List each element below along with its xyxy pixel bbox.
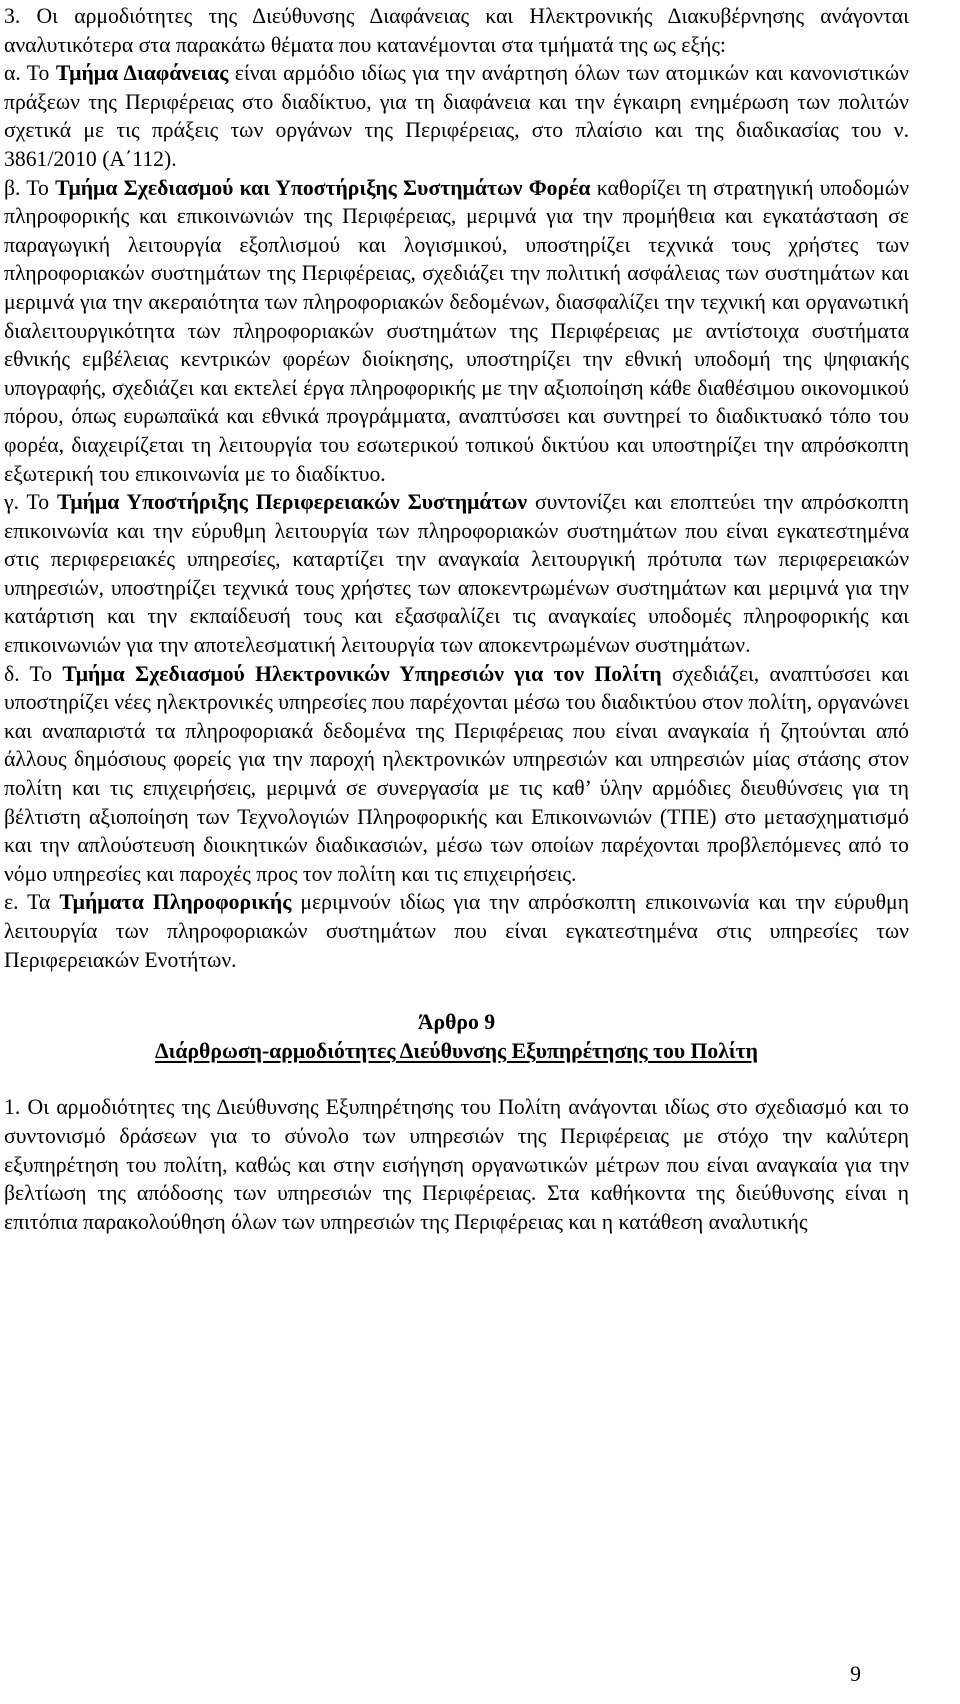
item-a-dept-name: Τμήμα Διαφάνειας [55,61,229,86]
item-e-dept-name: Τμήματα Πληροφορικής [59,890,292,915]
article-number: Άρθρο 9 [417,1010,496,1035]
item-d [4,660,909,889]
item-e-text: μεριμνούν ιδίως για την απρόσκοπτη επικοινωνία και την εύρυθμη λειτουργία των πληροφοριακών συστημάτων που είναι εγκατεστημένα στις υπηρεσίες των Περιφερειακών Ενοτήτων. [4,890,909,972]
article-title-text: Διάρθρωση-αρμοδιότητες Διεύθυνσης Εξυπηρέτησης του Πολίτη [155,1038,758,1063]
item-c-text: συντονίζει και εποπτεύει την απρόσκοπτη επικοινωνία και την εύρυθμη λειτουργία των πληροφοριακών συστημάτων που είναι εγκατεστημένα στις περιφερειακές υπηρεσίες, καταρτίζει την αναγκαία λειτουργική πρότυπα των περιφερειακών υπηρεσιών, υποστηρίζει τεχνικά τους χρήστες των αποκεντρωμένων συστημάτων και μεριμνά για την κατάρτιση και την εκπαίδευσή τους και εξασφαλίζει τις αναγκαίες υποδομές πληροφορικής και επικοινωνιών για την αποτελεσματική λειτουργία των αποκεντρωμένων συστημάτων. [4,490,909,658]
document-page [4,0,909,1704]
page-number: 9 [850,1662,861,1686]
item-c-dept-name: Τμήμα Υποστήριξης Περιφερειακών Συστημάτων [56,490,528,515]
item-a-prefix: α. Το [4,61,56,86]
article-paragraph-1: 1. Οι αρμοδιότητες της Διεύθυνσης Εξυπηρέτησης του Πολίτη ανάγονται ιδίως στο σχεδιασμό και το συντονισμό δράσεων για το σύνολο των υπηρεσιών της Περιφέρειας με στόχο την καλύτερη εξυπηρέτηση του πολίτη, καθώς και στην εισήγηση οργανωτικών μέτρων που είναι αναγκαία για την βελτίωση της απόδοσης των υπηρεσιών της Περιφέρειας. Στα καθήκοντα της διεύθυνσης είναι η επιτόπια παρακολούθηση όλων των υπηρεσιών της Περιφέρειας και η κατάθεση αναλυτικής [4,1095,909,1234]
item-c [4,488,909,660]
item-e [4,888,909,974]
item-b-prefix: β. Το [4,175,56,200]
item-a-text: είναι αρμόδιο ιδίως για την ανάρτηση όλων των ατομικών και κανονιστικών πράξεων της Περιφέρειας στο διαδίκτυο, για τη διαφάνεια και την έγκαιρη ενημέρωση των πολιτών σχετικά με τις πράξεις των οργάνων της Περιφέρειας, στο πλαίσιο και της διαδικασίας του ν. 3861/2010 (Α΄112). [4,61,909,171]
item-d-text: σχεδιάζει, αναπτύσσει και υποστηρίζει νέες ηλεκτρονικές υπηρεσίες που παρέχονται μέσω του διαδικτύου στον πολίτη, οργανώνει και αναπαριστά τα πληροφοριακά δεδομένα της Περιφέρειας που είναι αναγκαία ή ζητούνται από άλλους δημόσιους φορείς για την παροχή ηλεκτρονικών υπηρεσιών και υπηρεσιών μίας στάσης στον πολίτη και τις επιχειρήσεις, μεριμνά σε συνεργασία με τις καθ’ ύλην αρμόδιες διευθύνσεις για τη βέλτιστη αξιοποίηση των Τεχνολογιών Πληροφορικής και Επικοινωνιών (ΤΠΕ) στο μετασχηματισμό και την απλούστευση διοικητικών διαδικασιών, μέσω των οποίων παρέχονται προβλεπόμενες από το νόμο υπηρεσίες και παροχές προς τον πολίτη και τις επιχειρήσεις. [4,661,909,886]
section-3-intro: 3. Οι αρμοδιότητες της Διεύθυνσης Διαφάνειας και Ηλεκτρονικής Διακυβέρνησης ανάγονται αναλυτικότερα στα παρακάτω θέματα που κατανέμονται στα τμήματά της ως εξής: [4,4,909,57]
item-b-text: καθορίζει τη στρατηγική υποδομών πληροφορικής και επικοινωνιών της Περιφέρειας, μεριμνά για την προμήθεια και εγκατάσταση σε παραγωγική λειτουργία εξοπλισμού και λογισμικού, υποστηρίζει τεχνικά τους χρήστες των πληροφοριακών συστημάτων της Περιφέρειας, σχεδιάζει την πολιτική ασφάλειας των συστημάτων και μεριμνά για την ακεραιότητα των πληροφοριακών δεδομένων, διασφαλίζει την τεχνική και οργανωτική διαλειτουργικότητα των πληροφοριακών συστημάτων της Περιφέρειας με αντίστοιχα συστήματα εθνικής εμβέλειας κεντρικών φορέων διοίκησης, υποστηρίζει την εθνική υποδομή της ψηφιακής υπογραφής, σχεδιάζει και εκτελεί έργα πληροφορικής με την αξιοποίηση κάθε διαθέσιμου οικονομικού πόρου, όπως ευρωπαϊκά και εθνικά προγράμματα, αναπτύσσει και συντηρεί το διαδικτυακό τόπο του φορέα, διαχειρίζεται τη λειτουργία του εσωτερικού τοπικού δικτύου και υποστηρίζει την απρόσκοπτη εξωτερική του επικοινωνία με το διαδίκτυο. [4,175,910,486]
item-c-prefix: γ. Το [4,490,57,515]
item-d-dept-name: Τμήμα Σχεδιασμού Ηλεκτρονικών Υπηρεσιών για τον Πολίτη [62,661,662,686]
item-e-prefix: ε. Τα [4,890,60,915]
item-a [4,59,909,173]
item-d-prefix: δ. Το [4,661,63,686]
item-b [4,174,909,489]
item-b-dept-name: Τμήμα Σχεδιασμού και Υποστήριξης Συστημάτων Φορέα [55,175,591,200]
article-title [4,1037,909,1066]
